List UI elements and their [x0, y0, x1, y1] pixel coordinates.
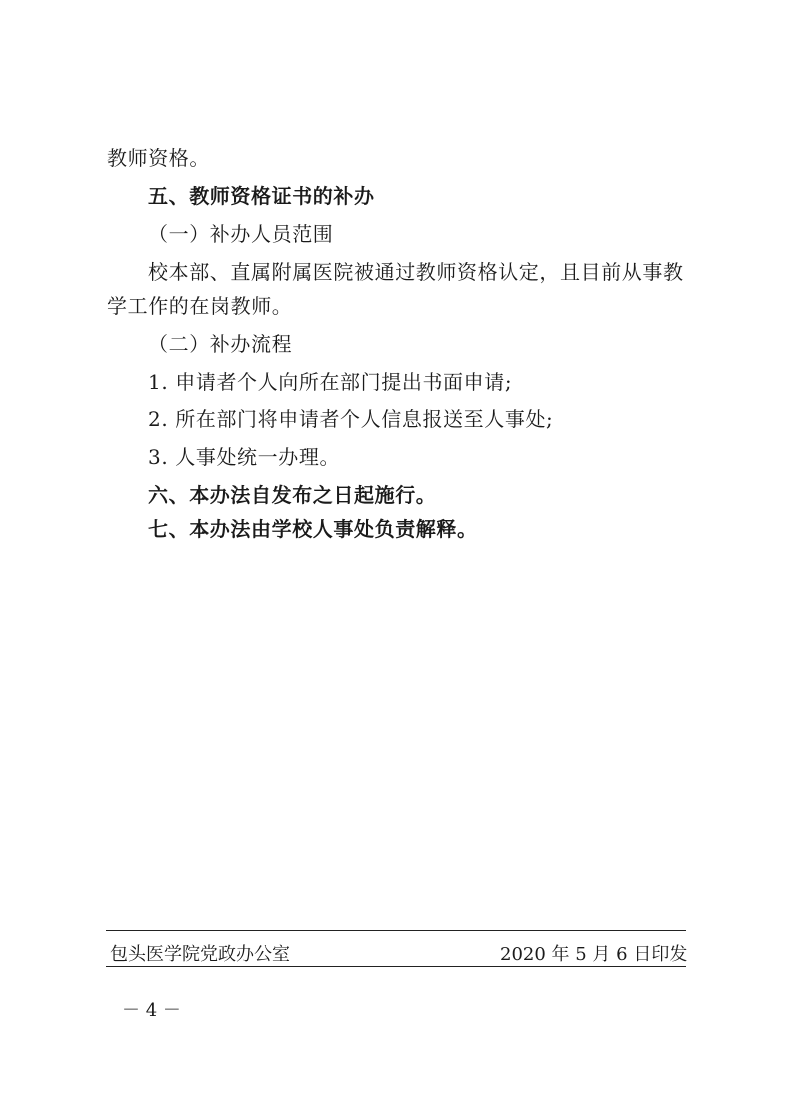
- footer-date: 2020 年 5 月 6 日印发: [500, 944, 688, 965]
- list-item: 1. 申请者个人向所在部门提出书面申请;: [148, 370, 513, 394]
- list-item: 3. 人事处统一办理。: [148, 445, 341, 469]
- page-number: － 4 －: [122, 1000, 181, 1021]
- paragraph-line: 校本部、直属附属医院被通过教师资格认定，且目前从事教: [148, 260, 684, 284]
- paragraph-line: 教师资格。: [107, 146, 210, 170]
- section-heading: 七、本办法由学校人事处负责解释。: [148, 517, 478, 541]
- section-heading: 六、本办法自发布之日起施行。: [148, 483, 437, 507]
- paragraph-line: 学工作的在岗教师。: [107, 294, 293, 318]
- section-heading: 五、教师资格证书的补办: [148, 184, 375, 208]
- footer-issuer: 包头医学院党政办公室: [110, 944, 290, 965]
- footer-bottom-rule: [106, 966, 686, 967]
- footer-top-rule: [106, 930, 686, 931]
- subsection-heading: （二）补办流程: [148, 332, 293, 356]
- subsection-heading: （一）补办人员范围: [148, 222, 334, 246]
- list-item: 2. 所在部门将申请者个人信息报送至人事处;: [148, 407, 554, 431]
